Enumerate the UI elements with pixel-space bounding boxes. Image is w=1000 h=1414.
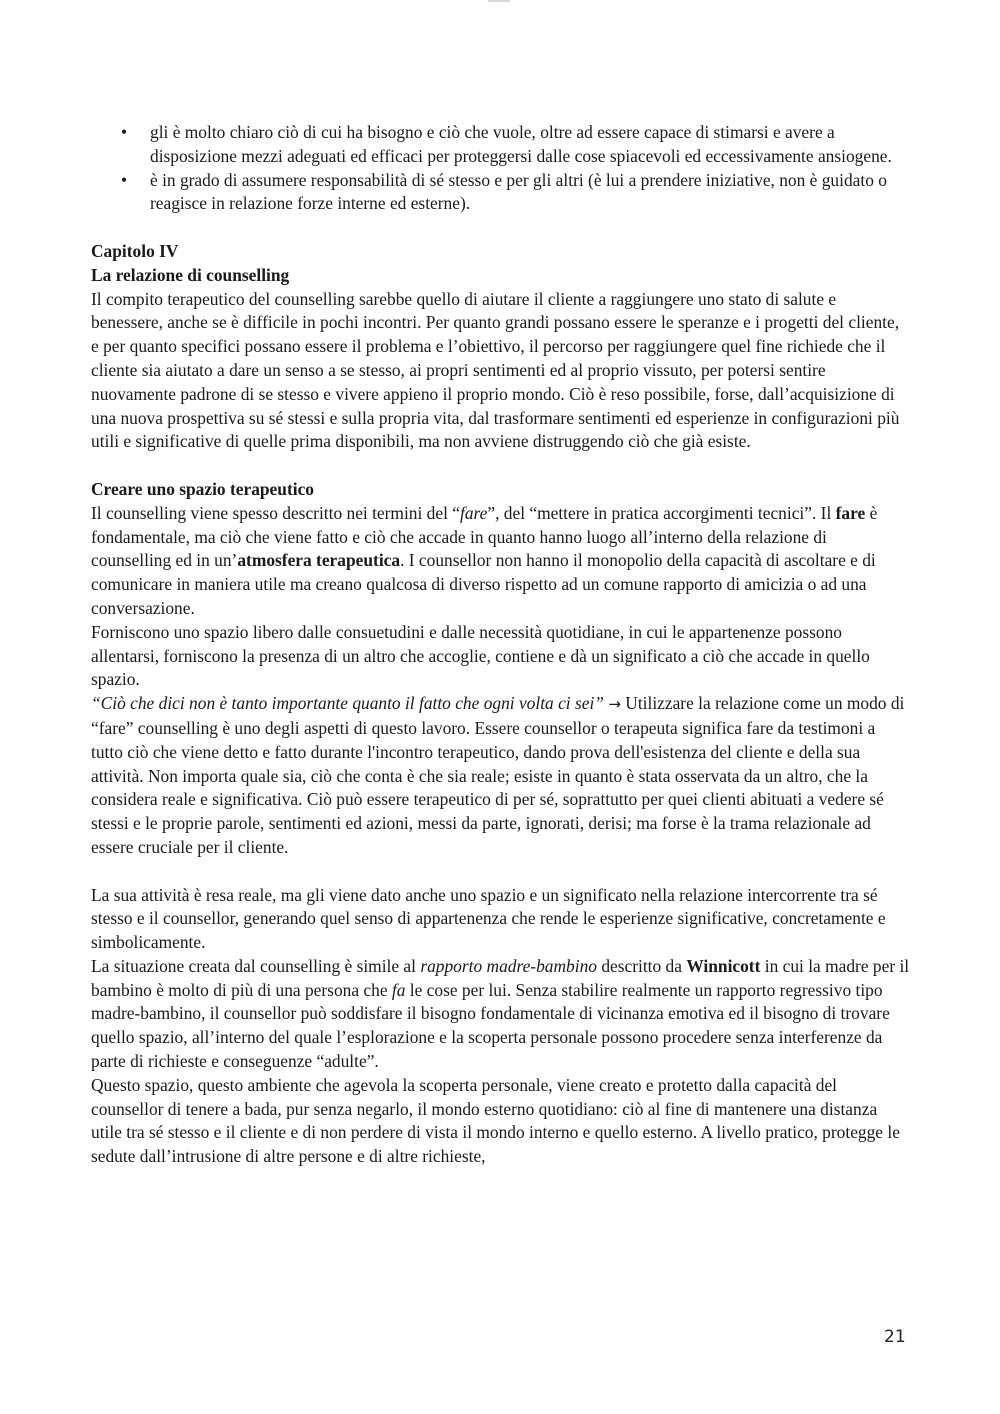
header-mark [488,0,510,2]
paragraph-5: La situazione creata dal counselling è simile al rapporto madre-bambino descritto da Winnicott in cui la madre per il bambino è molto di più di una persona che fa le cose per lui. Senza stabilire realmente un rapporto regressivo tipo madre-bambino, il counsellor può soddisfare il bisogno fondamentale di vicinanza emotiva ed il bisogno di trovare quello spazio, all’interno del quale l’esplorazione e la scoperta personale possono procedere senza interferenze da parte di richieste e conseguenze “adulte”. [91,955,910,1072]
paragraph-6: Questo spazio, questo ambiente che agevola la scoperta personale, viene creato e protetto dalla capacità del counsellor di tenere a bada, pur senza negarlo, il mondo esterno quotidiano: ciò al fine di mantenere una distanza utile tra sé stesso e il cliente e di non perdere di vista il mondo interno e quello esterno. A livello pratico, protegge le sedute dall’intrusione di altre persone e di altre richieste, [91,1074,900,1167]
bullet-text: è in grado di assumere responsabilità di sé stesso e per gli altri (è lui a prendere iniziative, non è guidato o reagisce in relazione forze interne ed esterne). [150,169,887,214]
page-number: 21 [884,1327,906,1347]
paragraph-1: Il counselling viene spesso descritto nei termini del “fare”, del “mettere in pratica accorgimenti tecnici”. Il fare è fondamentale, ma ciò che viene fatto e ciò che accade in quanto hanno luogo all’interno della relazione di counselling ed in un’atmosfera terapeutica. I counsellor non hanno il monopolio della capacità di ascoltare e di comunicare in maniera utile ma creano qualcosa di diverso rispetto ad un comune rapporto di amicizia o ad una conversazione. [91,502,878,618]
section-title: Creare uno spazio terapeutico [91,478,314,499]
arrow-right-icon: → [608,695,621,714]
bullet-item [91,121,910,169]
bullet-icon: • [121,169,128,190]
chapter-label: Capitolo IV [91,240,179,261]
bullet-item [91,169,910,217]
chapter-title: La relazione di counselling [91,264,290,285]
bullet-icon: • [121,122,128,142]
bullet-list [91,121,910,216]
paragraph-2: Forniscono uno spazio libero dalle consuetudini e dalle necessità quotidiane, in cui le appartenenze possono allentarsi, forniscono la presenza di un altro che accoglie, contiene e dà un significato a ciò che accade in quello spazio. [91,621,870,690]
paragraph-3: “Ciò che dici non è tanto importante quanto il fatto che ogni volta ci sei” → Utilizzare la relazione come un modo di “fare” counselling è uno degli aspetti di questo lavoro. Essere counsellor o terapeuta significa fare da testimoni a tutto ciò che viene detto e fatto durante l'incontro terapeutico, dando prova dell'esistenza del cliente e della sua attività. Non importa quale sia, ciò che conta è che sia reale; esiste in quanto è stata osservata da un altro, che la considera reale e significativa. Ciò può essere terapeutico di per sé, soprattutto per quei clienti abituati a vedere sé stessi e le proprie parole, sentimenti ed azioni, messi da parte, ignorati, derisi; ma forse è la trama relazionale ad essere cruciale per il cliente. [91,693,905,857]
bullet-text: gli è molto chiaro ciò di cui ha bisogno e ciò che vuole, oltre ad essere capace di stimarsi e avere a disposizione mezzi adeguati ed efficaci per proteggersi dalle cose spiacevoli ed eccessivamente ansiogene. [150,122,892,166]
chapter-intro-paragraph: Il compito terapeutico del counselling sarebbe quello di aiutare il cliente a raggiungere uno stato di salute e benessere, anche se è difficile in pochi incontri. Per quanto grandi possano essere le speranze e i progetti del cliente, e per quanto specifici possano essere il problema e l’obiettivo, il percorso per raggiungere quel fine richiede che il cliente sia aiutato a dare un senso a se stesso, ai propri sentimenti ed al proprio vissuto, per potersi sentire nuovamente padrone di se stesso e vivere appieno il proprio mondo. Ciò è reso possibile, forse, dall’acquisizione di una nuova prospettiva su sé stessi e sulla propria vita, dal trasformare sentimenti ed esperienze in configurazioni più utili e significative di quelle prima disponibili, ma non avviene distruggendo ciò che già esiste. [91,288,900,452]
page-content [91,121,910,1169]
paragraph-4: La sua attività è resa reale, ma gli viene dato anche uno spazio e un significato nella relazione intercorrente tra sé stesso e il counsellor, generando quel senso di appartenenza che rende le esperienze significative, concretamente e simbolicamente. [91,884,886,953]
